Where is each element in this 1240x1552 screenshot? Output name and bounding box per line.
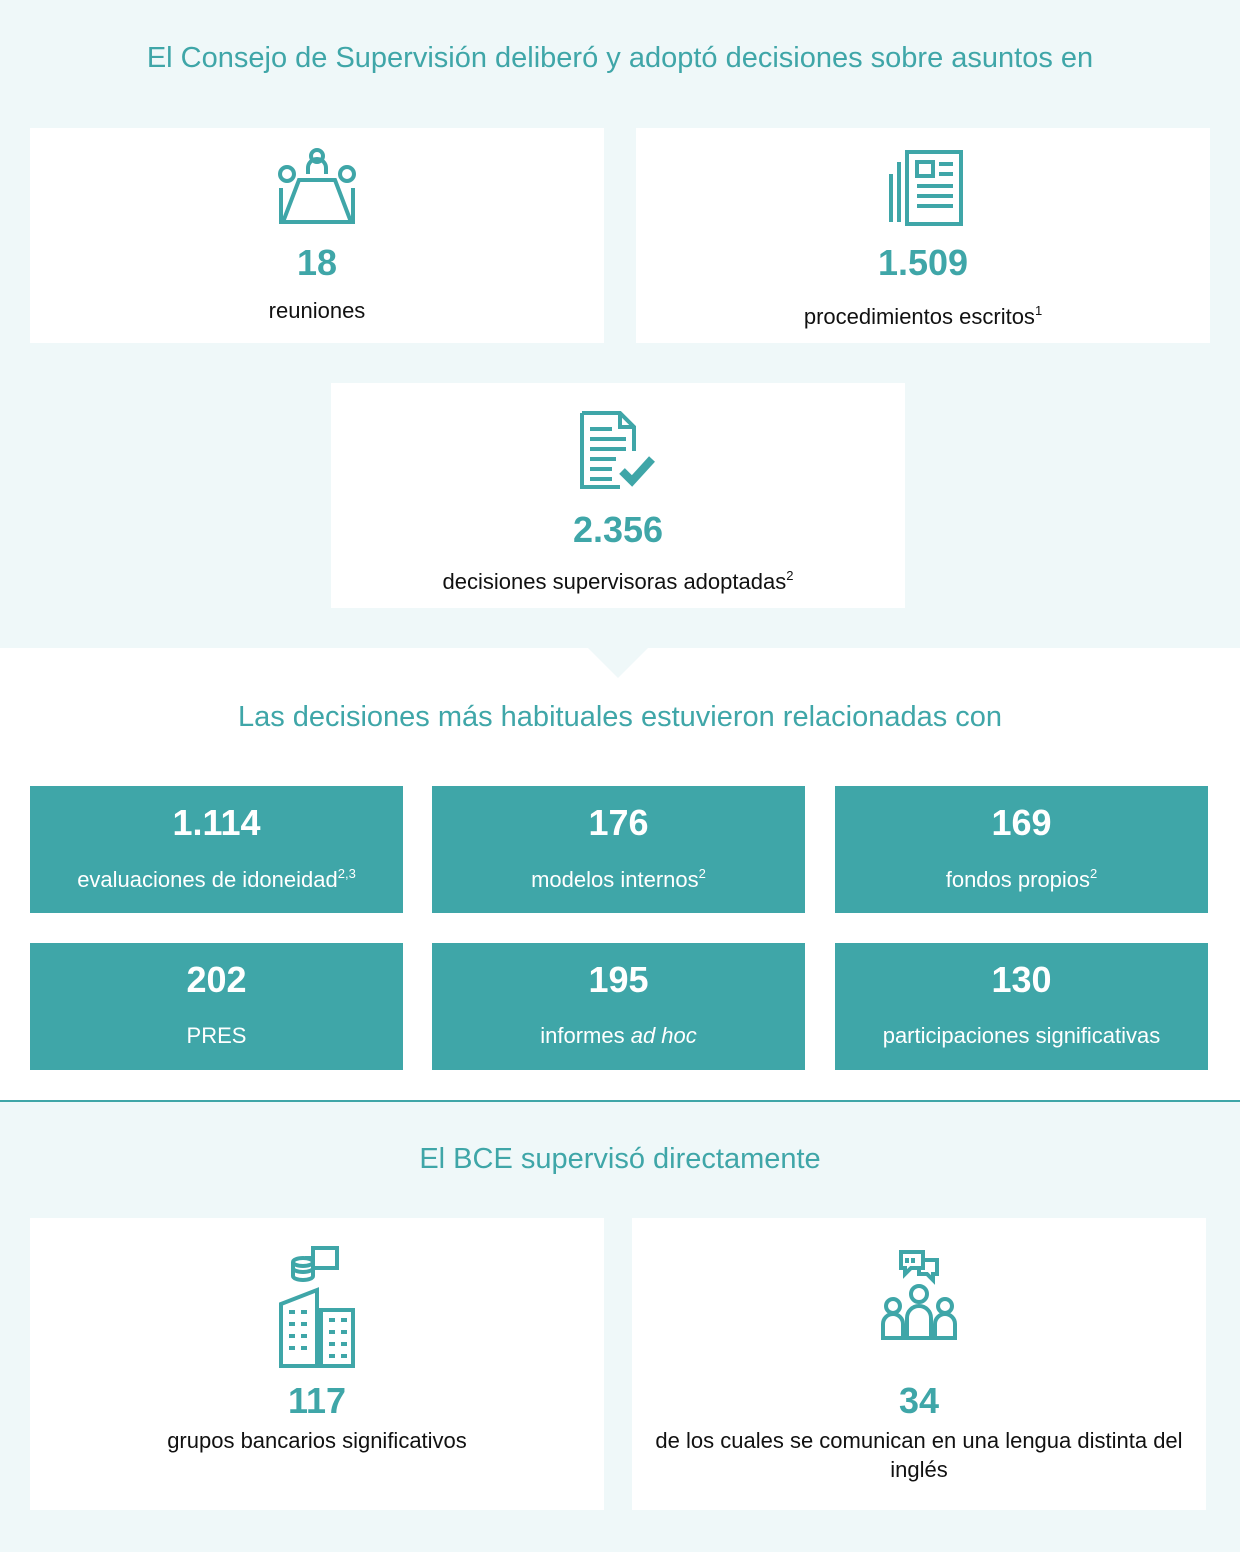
ad-hoc-reports-label: informes ad hoc: [540, 1023, 697, 1048]
card-written-procedures: [636, 128, 1210, 343]
tile-own-funds: [835, 786, 1208, 913]
document-check-icon: [578, 409, 658, 491]
card-meetings: [30, 128, 604, 343]
meetings-value: 18: [296, 242, 338, 283]
section2-heading: Las decisiones más habituales estuvieron relacionadas con: [237, 701, 1003, 733]
tile-ad-hoc-reports: [432, 943, 805, 1070]
section1-heading: El Consejo de Supervisión deliberó y adoptó decisiones sobre asuntos en: [146, 42, 1094, 74]
qualifying-holdings-label: participaciones significativas: [882, 1023, 1161, 1048]
fit-and-proper-label: evaluaciones de idoneidad$^{2,3}$: [77, 866, 356, 892]
pres-label: PRES: [186, 1023, 247, 1048]
supervisory-decisions-value: 2.356: [572, 509, 664, 550]
fit-and-proper-value: 1.114: [172, 802, 261, 843]
card-significant-groups: [30, 1218, 604, 1510]
internal-models-value: 176: [588, 802, 649, 843]
internal-models-label: modelos internos$^2$: [531, 866, 706, 892]
ad-hoc-reports-value: 195: [588, 959, 649, 1000]
qualifying-holdings-value: 130: [991, 959, 1052, 1000]
tile-pres: [30, 943, 403, 1070]
meetings-label: reuniones: [268, 298, 366, 323]
non-english-groups-value: 34: [898, 1380, 940, 1421]
supervisory-decisions-label: decisiones supervisoras adoptadas$^2$: [442, 568, 794, 594]
tile-fit-and-proper: [30, 786, 403, 913]
significant-groups-label: grupos bancarios significativos: [167, 1428, 467, 1453]
tile-qualifying-holdings: [835, 943, 1208, 1070]
card-non-english-groups: [632, 1218, 1206, 1510]
written-procedures-label: procedimientos escritos$^1$: [803, 303, 1043, 329]
written-procedures-value: 1.509: [877, 242, 969, 283]
non-english-groups-label: de los cuales se comunican en una lengua distinta del inglés: [655, 1428, 1183, 1482]
significant-groups-value: 117: [287, 1380, 347, 1421]
section3-heading: El BCE supervisó directamente: [419, 1143, 821, 1175]
people-speech-icon: [879, 1248, 959, 1340]
card-supervisory-decisions: [331, 383, 905, 608]
own-funds-label: fondos propios$^2$: [945, 866, 1098, 892]
section-pointer-arrow: [588, 648, 648, 678]
pres-value: 202: [186, 959, 247, 1000]
own-funds-value: 169: [991, 802, 1052, 843]
written-documents-icon: [883, 148, 963, 228]
meeting-table-icon: [277, 148, 357, 228]
tile-internal-models: [432, 786, 805, 913]
bank-buildings-icon: [277, 1246, 357, 1368]
